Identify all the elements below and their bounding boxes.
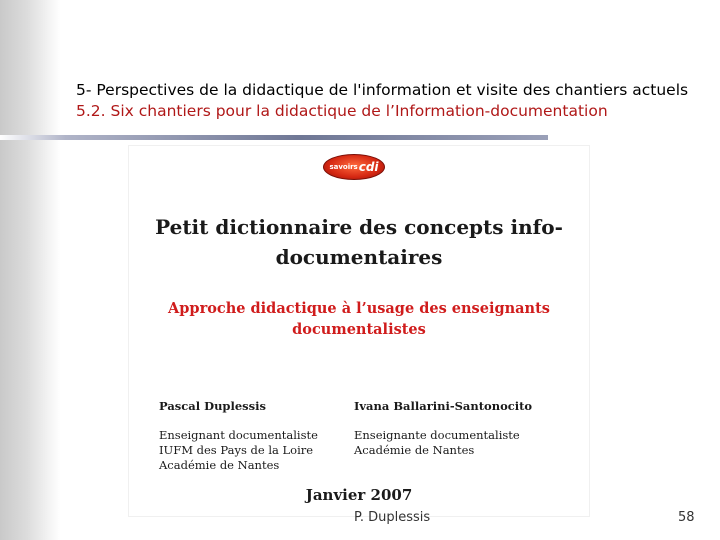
- heading-subsection-title: 5.2. Six chantiers pour la didactique de l’Information-documentation: [76, 102, 608, 120]
- document-subtitle-line2: documentalistes: [292, 321, 426, 338]
- slide-heading: [76, 80, 716, 122]
- author-affiliation: IUFM des Pays de la Loire: [159, 443, 314, 457]
- savoirs-cdi-logo: [323, 154, 385, 180]
- author-name: Pascal Duplessis: [159, 399, 266, 413]
- heading-section-title: 5- Perspectives de la didactique de l'information et visite des chantiers actuels: [76, 81, 689, 99]
- document-date: Janvier 2007: [305, 486, 413, 504]
- left-gradient-band: [0, 0, 60, 540]
- author-affiliation: Académie de Nantes: [354, 443, 475, 457]
- logo-prefix: savoirs: [329, 163, 358, 171]
- document-cover-image: [128, 145, 590, 517]
- document-title: [129, 212, 589, 272]
- document-title-line1: Petit dictionnaire des concepts info-: [155, 215, 563, 239]
- footer-author: P. Duplessis: [354, 510, 431, 525]
- document-title-line2: documentaires: [275, 245, 443, 269]
- author-block-left: [159, 399, 318, 473]
- logo-text: cdi: [358, 160, 379, 174]
- page-number: 58: [678, 510, 695, 525]
- document-subtitle: [129, 298, 589, 340]
- document-subtitle-line1: Approche didactique à l’usage des enseignants: [168, 300, 550, 317]
- author-block-right: [354, 399, 532, 458]
- author-affiliation: Académie de Nantes: [159, 458, 280, 472]
- author-affiliation: Enseignant documentaliste: [159, 428, 318, 442]
- author-affiliation: Enseignante documentaliste: [354, 428, 520, 442]
- author-name: Ivana Ballarini-Santonocito: [354, 399, 533, 413]
- heading-divider: [0, 135, 548, 140]
